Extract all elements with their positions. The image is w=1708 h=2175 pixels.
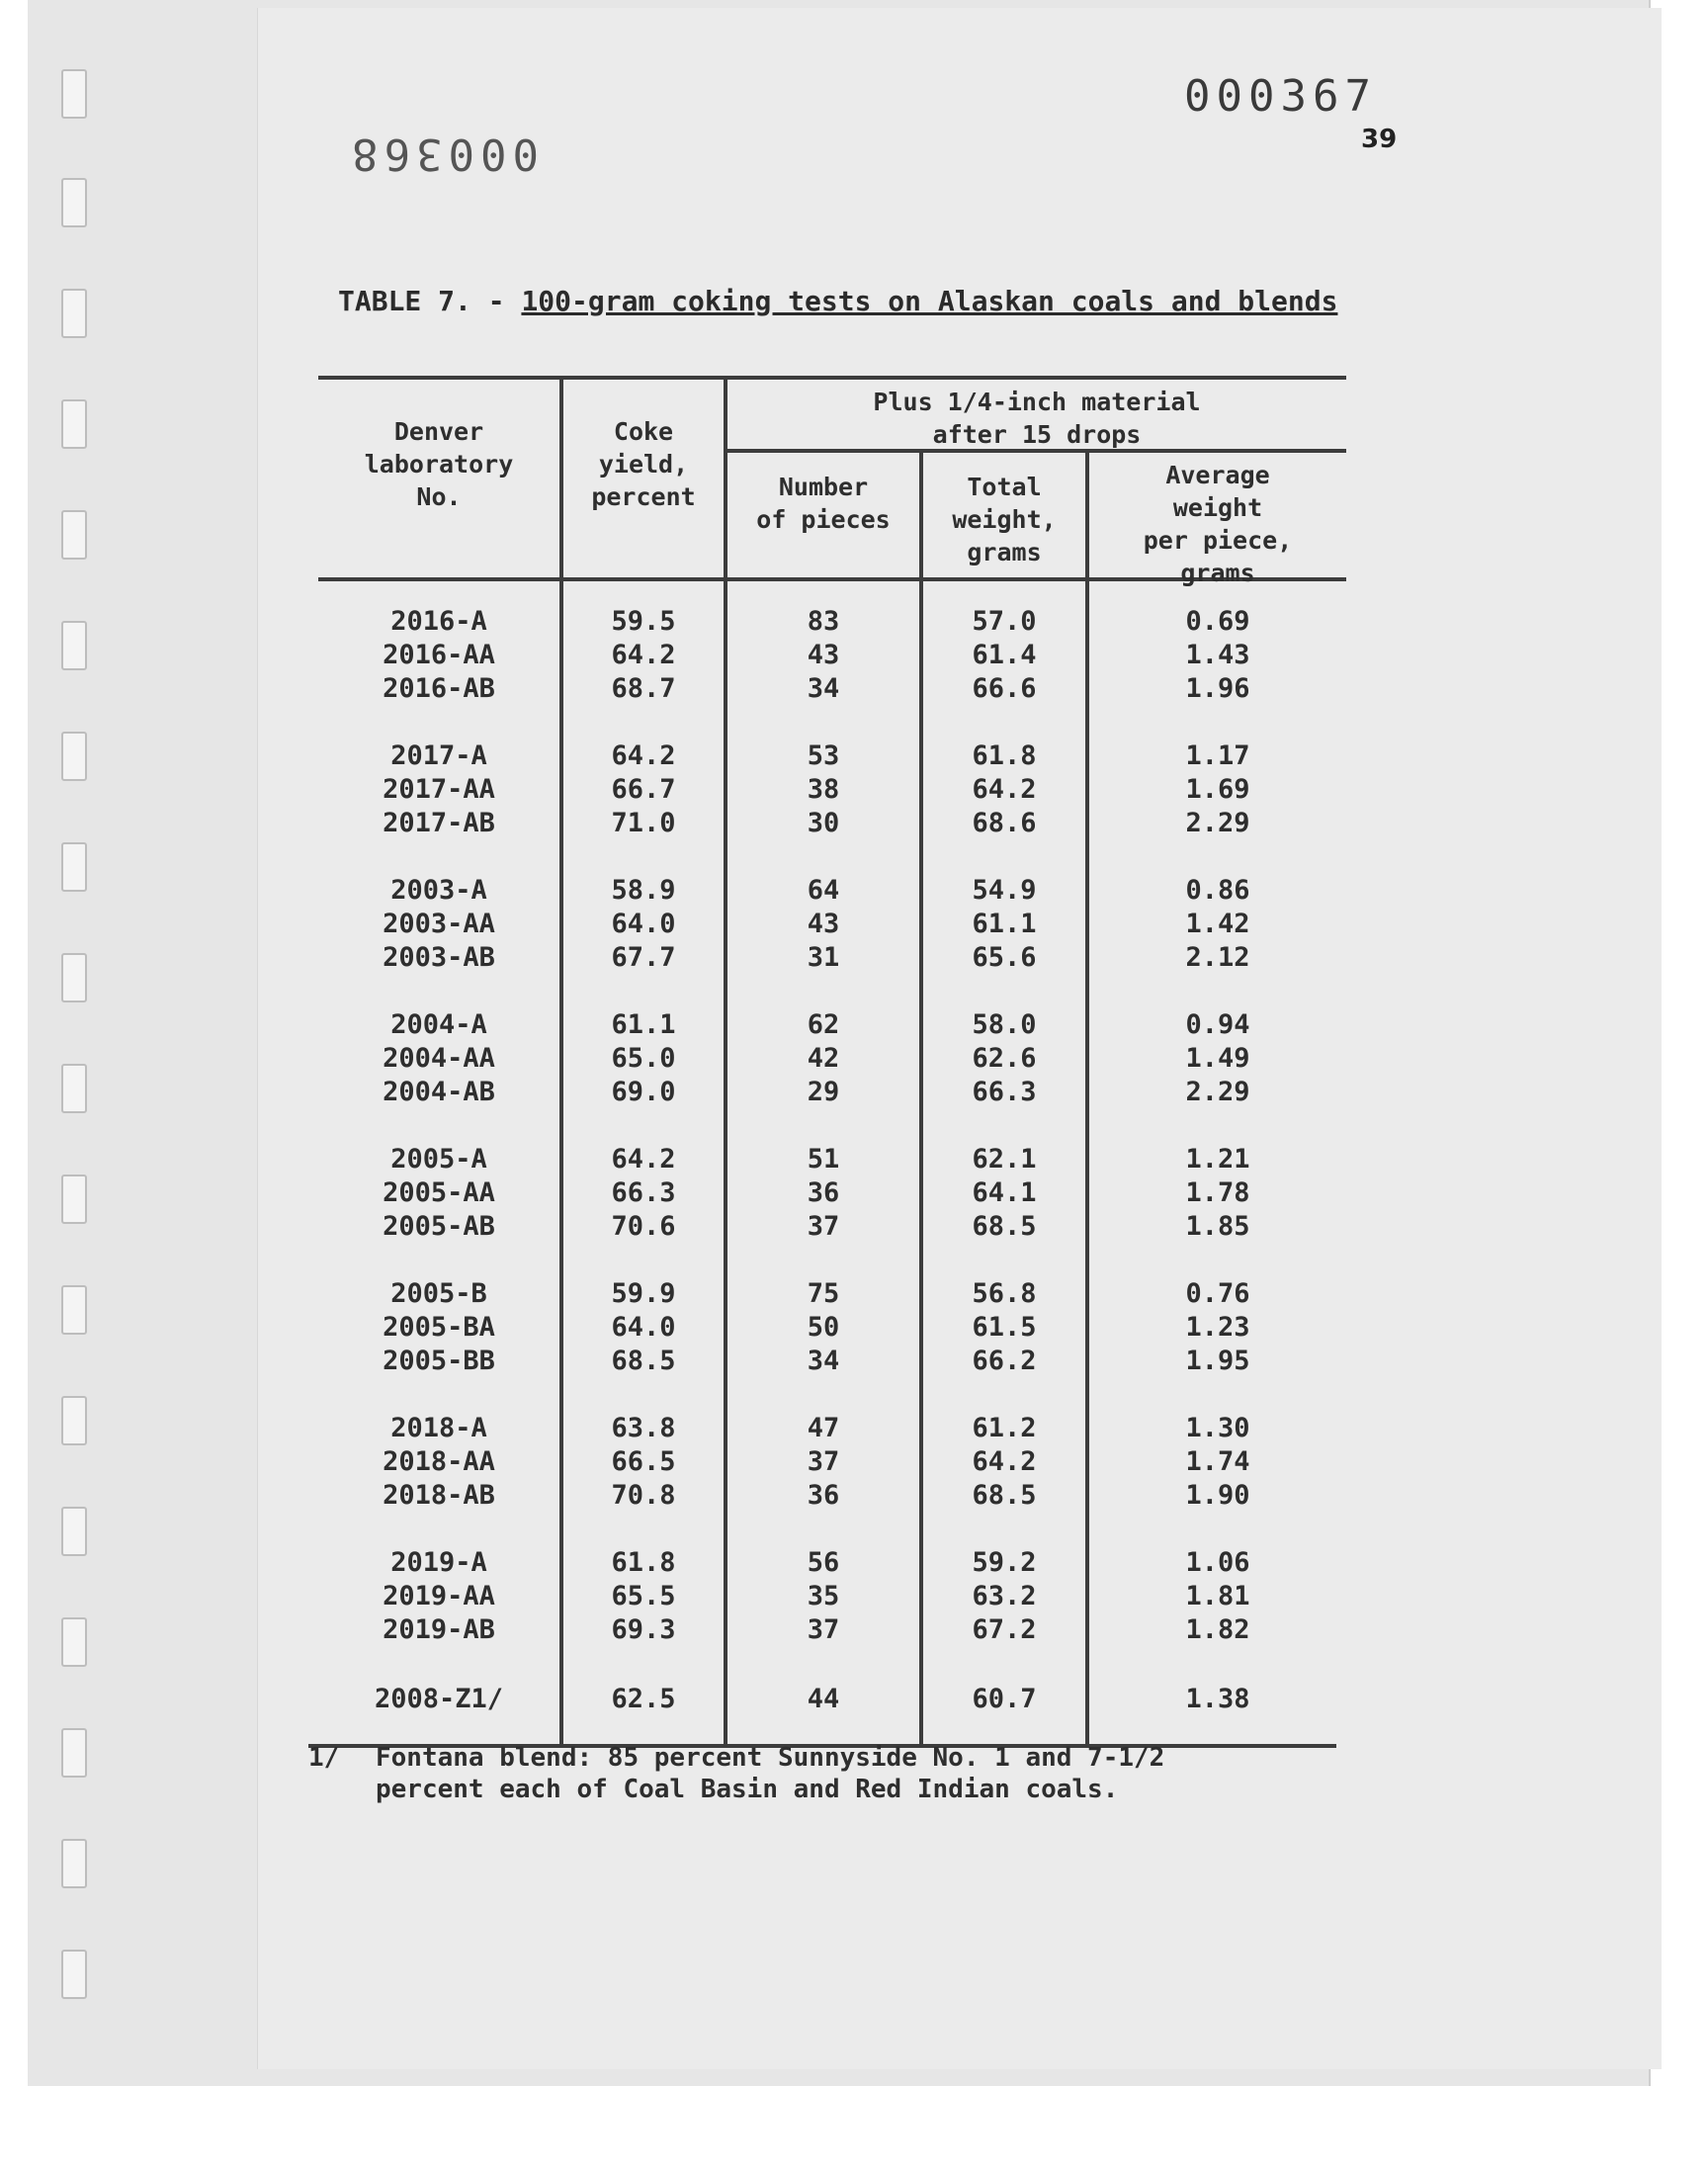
cell-coke: 64.2 [611,1144,676,1174]
cell-coke: 69.0 [611,1077,676,1107]
cell-coke: 59.9 [611,1278,676,1309]
cell-lab: 2005-B [390,1278,487,1309]
cell-lab: 2017-AA [383,774,495,805]
cell-avg: 1.43 [1185,640,1250,670]
cell-lab: 2017-A [390,740,487,771]
cell-pieces: 30 [807,808,840,838]
cell-coke: 59.5 [611,606,676,637]
footnote-text: Fontana blend: 85 percent Sunnyside No. 1 and 7-1/2 percent each of Coal Basin and Red Indian coals. [376,1743,1165,1804]
cell-avg: 1.95 [1185,1346,1250,1376]
cell-lab: 2005-AB [383,1211,495,1242]
cell-total: 66.2 [972,1346,1037,1376]
cell-total: 59.2 [972,1547,1037,1578]
cell-total: 66.3 [972,1077,1037,1107]
cell-avg: 1.74 [1185,1446,1250,1477]
document-stamp-number: 000367 [1184,71,1377,122]
table-title-prefix: TABLE 7. - [338,285,522,317]
cell-avg: 1.21 [1185,1144,1250,1174]
punch-hole [61,510,87,560]
header-coke-yield: Coke yield, percent [591,417,696,511]
cell-total: 61.1 [972,909,1037,939]
cell-coke: 70.8 [611,1480,676,1511]
cell-total: 66.6 [972,673,1037,704]
cell-coke: 66.5 [611,1446,676,1477]
cell-avg: 1.49 [1185,1043,1250,1074]
cell-lab: 2003-AB [383,942,495,973]
header-plus-quarter-inch: Plus 1/4-inch material after 15 drops [873,388,1201,449]
cell-pieces: 83 [807,606,840,637]
cell-pieces: 34 [807,673,840,704]
cell-avg: 1.30 [1185,1413,1250,1443]
cell-lab: 2005-A [390,1144,487,1174]
cell-lab: 2016-AA [383,640,495,670]
cell-pieces: 37 [807,1446,840,1477]
cell-total: 65.6 [972,942,1037,973]
cell-avg: 1.81 [1185,1581,1250,1611]
cell-coke: 68.7 [611,673,676,704]
cell-avg: 1.90 [1185,1480,1250,1511]
cell-coke: 65.0 [611,1043,676,1074]
cell-lab: 2003-AA [383,909,495,939]
cell-lab: 2004-AB [383,1077,495,1107]
cell-pieces: 50 [807,1312,840,1343]
cell-lab: 2018-A [390,1413,487,1443]
cell-avg: 0.69 [1185,606,1250,637]
cell-total: 64.2 [972,774,1037,805]
punch-hole [61,953,87,1002]
cell-coke: 62.5 [611,1684,676,1714]
cell-avg: 1.78 [1185,1177,1250,1208]
cell-coke: 61.8 [611,1547,676,1578]
cell-coke: 71.0 [611,808,676,838]
cell-coke: 63.8 [611,1413,676,1443]
cell-pieces: 29 [807,1077,840,1107]
cell-pieces: 62 [807,1009,840,1040]
cell-total: 64.1 [972,1177,1037,1208]
cell-pieces: 35 [807,1581,840,1611]
cell-total: 61.8 [972,740,1037,771]
cell-pieces: 53 [807,740,840,771]
cell-lab: 2005-BB [383,1346,495,1376]
header-lab-no: Denver laboratory No. [364,417,514,511]
header-total-weight: Total weight, grams [952,473,1057,566]
cell-lab: 2008-Z1/ [374,1684,504,1714]
cell-lab: 2018-AA [383,1446,495,1477]
cell-total: 62.6 [972,1043,1037,1074]
cell-total: 68.5 [972,1480,1037,1511]
cell-avg: 1.85 [1185,1211,1250,1242]
cell-total: 61.2 [972,1413,1037,1443]
cell-pieces: 37 [807,1614,840,1645]
punch-hole [61,399,87,449]
cell-lab: 2019-AA [383,1581,495,1611]
document-stamp-number-inverted: 000368 [346,129,539,179]
cell-coke: 68.5 [611,1346,676,1376]
cell-pieces: 51 [807,1144,840,1174]
table-top-rule [318,376,1346,380]
cell-pieces: 37 [807,1211,840,1242]
punch-hole [61,1174,87,1224]
header-number-of-pieces: Number of pieces [756,473,891,534]
cell-avg: 1.42 [1185,909,1250,939]
cell-total: 63.2 [972,1581,1037,1611]
cell-coke: 64.2 [611,740,676,771]
cell-lab: 2016-AB [383,673,495,704]
cell-avg: 1.23 [1185,1312,1250,1343]
cell-avg: 2.12 [1185,942,1250,973]
cell-coke: 67.7 [611,942,676,973]
punch-hole [61,289,87,338]
cell-lab: 2016-A [390,606,487,637]
footnote-mark: 1/ [308,1743,340,1773]
cell-total: 62.1 [972,1144,1037,1174]
cell-avg: 0.86 [1185,875,1250,906]
punch-hole [61,842,87,892]
cell-pieces: 75 [807,1278,840,1309]
coking-tests-table [318,376,1346,1750]
punch-hole [61,1950,87,1999]
cell-coke: 58.9 [611,875,676,906]
cell-avg: 1.82 [1185,1614,1250,1645]
cell-pieces: 43 [807,909,840,939]
cell-total: 58.0 [972,1009,1037,1040]
cell-lab: 2004-AA [383,1043,495,1074]
cell-avg: 1.69 [1185,774,1250,805]
cell-total: 60.7 [972,1684,1037,1714]
punch-hole [61,69,87,119]
cell-lab: 2005-BA [383,1312,495,1343]
header-average-weight: Average weight per piece, grams [1143,461,1293,587]
cell-coke: 65.5 [611,1581,676,1611]
punch-hole [61,732,87,781]
cell-total: 68.5 [972,1211,1037,1242]
cell-lab: 2019-AB [383,1614,495,1645]
cell-pieces: 36 [807,1177,840,1208]
cell-coke: 66.7 [611,774,676,805]
cell-total: 67.2 [972,1614,1037,1645]
cell-total: 61.4 [972,640,1037,670]
punch-hole [61,1617,87,1667]
cell-pieces: 44 [807,1684,840,1714]
cell-coke: 61.1 [611,1009,676,1040]
cell-pieces: 34 [807,1346,840,1376]
punch-hole [61,621,87,670]
cell-coke: 66.3 [611,1177,676,1208]
cell-coke: 64.0 [611,909,676,939]
cell-pieces: 64 [807,875,840,906]
cell-avg: 1.96 [1185,673,1250,704]
punch-hole [61,1839,87,1888]
cell-avg: 2.29 [1185,808,1250,838]
cell-coke: 64.0 [611,1312,676,1343]
cell-coke: 69.3 [611,1614,676,1645]
cell-pieces: 56 [807,1547,840,1578]
cell-lab: 2018-AB [383,1480,495,1511]
cell-avg: 0.76 [1185,1278,1250,1309]
punch-hole [61,1728,87,1778]
page-number: 39 [1361,125,1398,154]
cell-avg: 2.29 [1185,1077,1250,1107]
punch-hole [61,1064,87,1113]
cell-avg: 1.06 [1185,1547,1250,1578]
cell-pieces: 31 [807,942,840,973]
cell-coke: 70.6 [611,1211,676,1242]
cell-total: 61.5 [972,1312,1037,1343]
cell-lab: 2005-AA [383,1177,495,1208]
cell-pieces: 36 [807,1480,840,1511]
cell-lab: 2017-AB [383,808,495,838]
punch-hole [61,1396,87,1445]
table-title [338,285,1338,317]
cell-total: 57.0 [972,606,1037,637]
cell-avg: 0.94 [1185,1009,1250,1040]
cell-lab: 2004-A [390,1009,487,1040]
cell-total: 56.8 [972,1278,1037,1309]
punch-hole [61,178,87,227]
punch-hole [61,1285,87,1335]
cell-avg: 1.17 [1185,740,1250,771]
cell-pieces: 38 [807,774,840,805]
cell-total: 54.9 [972,875,1037,906]
cell-pieces: 42 [807,1043,840,1074]
cell-total: 64.2 [972,1446,1037,1477]
cell-coke: 64.2 [611,640,676,670]
cell-lab: 2003-A [390,875,487,906]
cell-total: 68.6 [972,808,1037,838]
punch-hole [61,1507,87,1556]
table-title-subject: 100-gram coking tests on Alaskan coals and blends [521,285,1338,317]
cell-lab: 2019-A [390,1547,487,1578]
cell-avg: 1.38 [1185,1684,1250,1714]
cell-pieces: 47 [807,1413,840,1443]
cell-pieces: 43 [807,640,840,670]
